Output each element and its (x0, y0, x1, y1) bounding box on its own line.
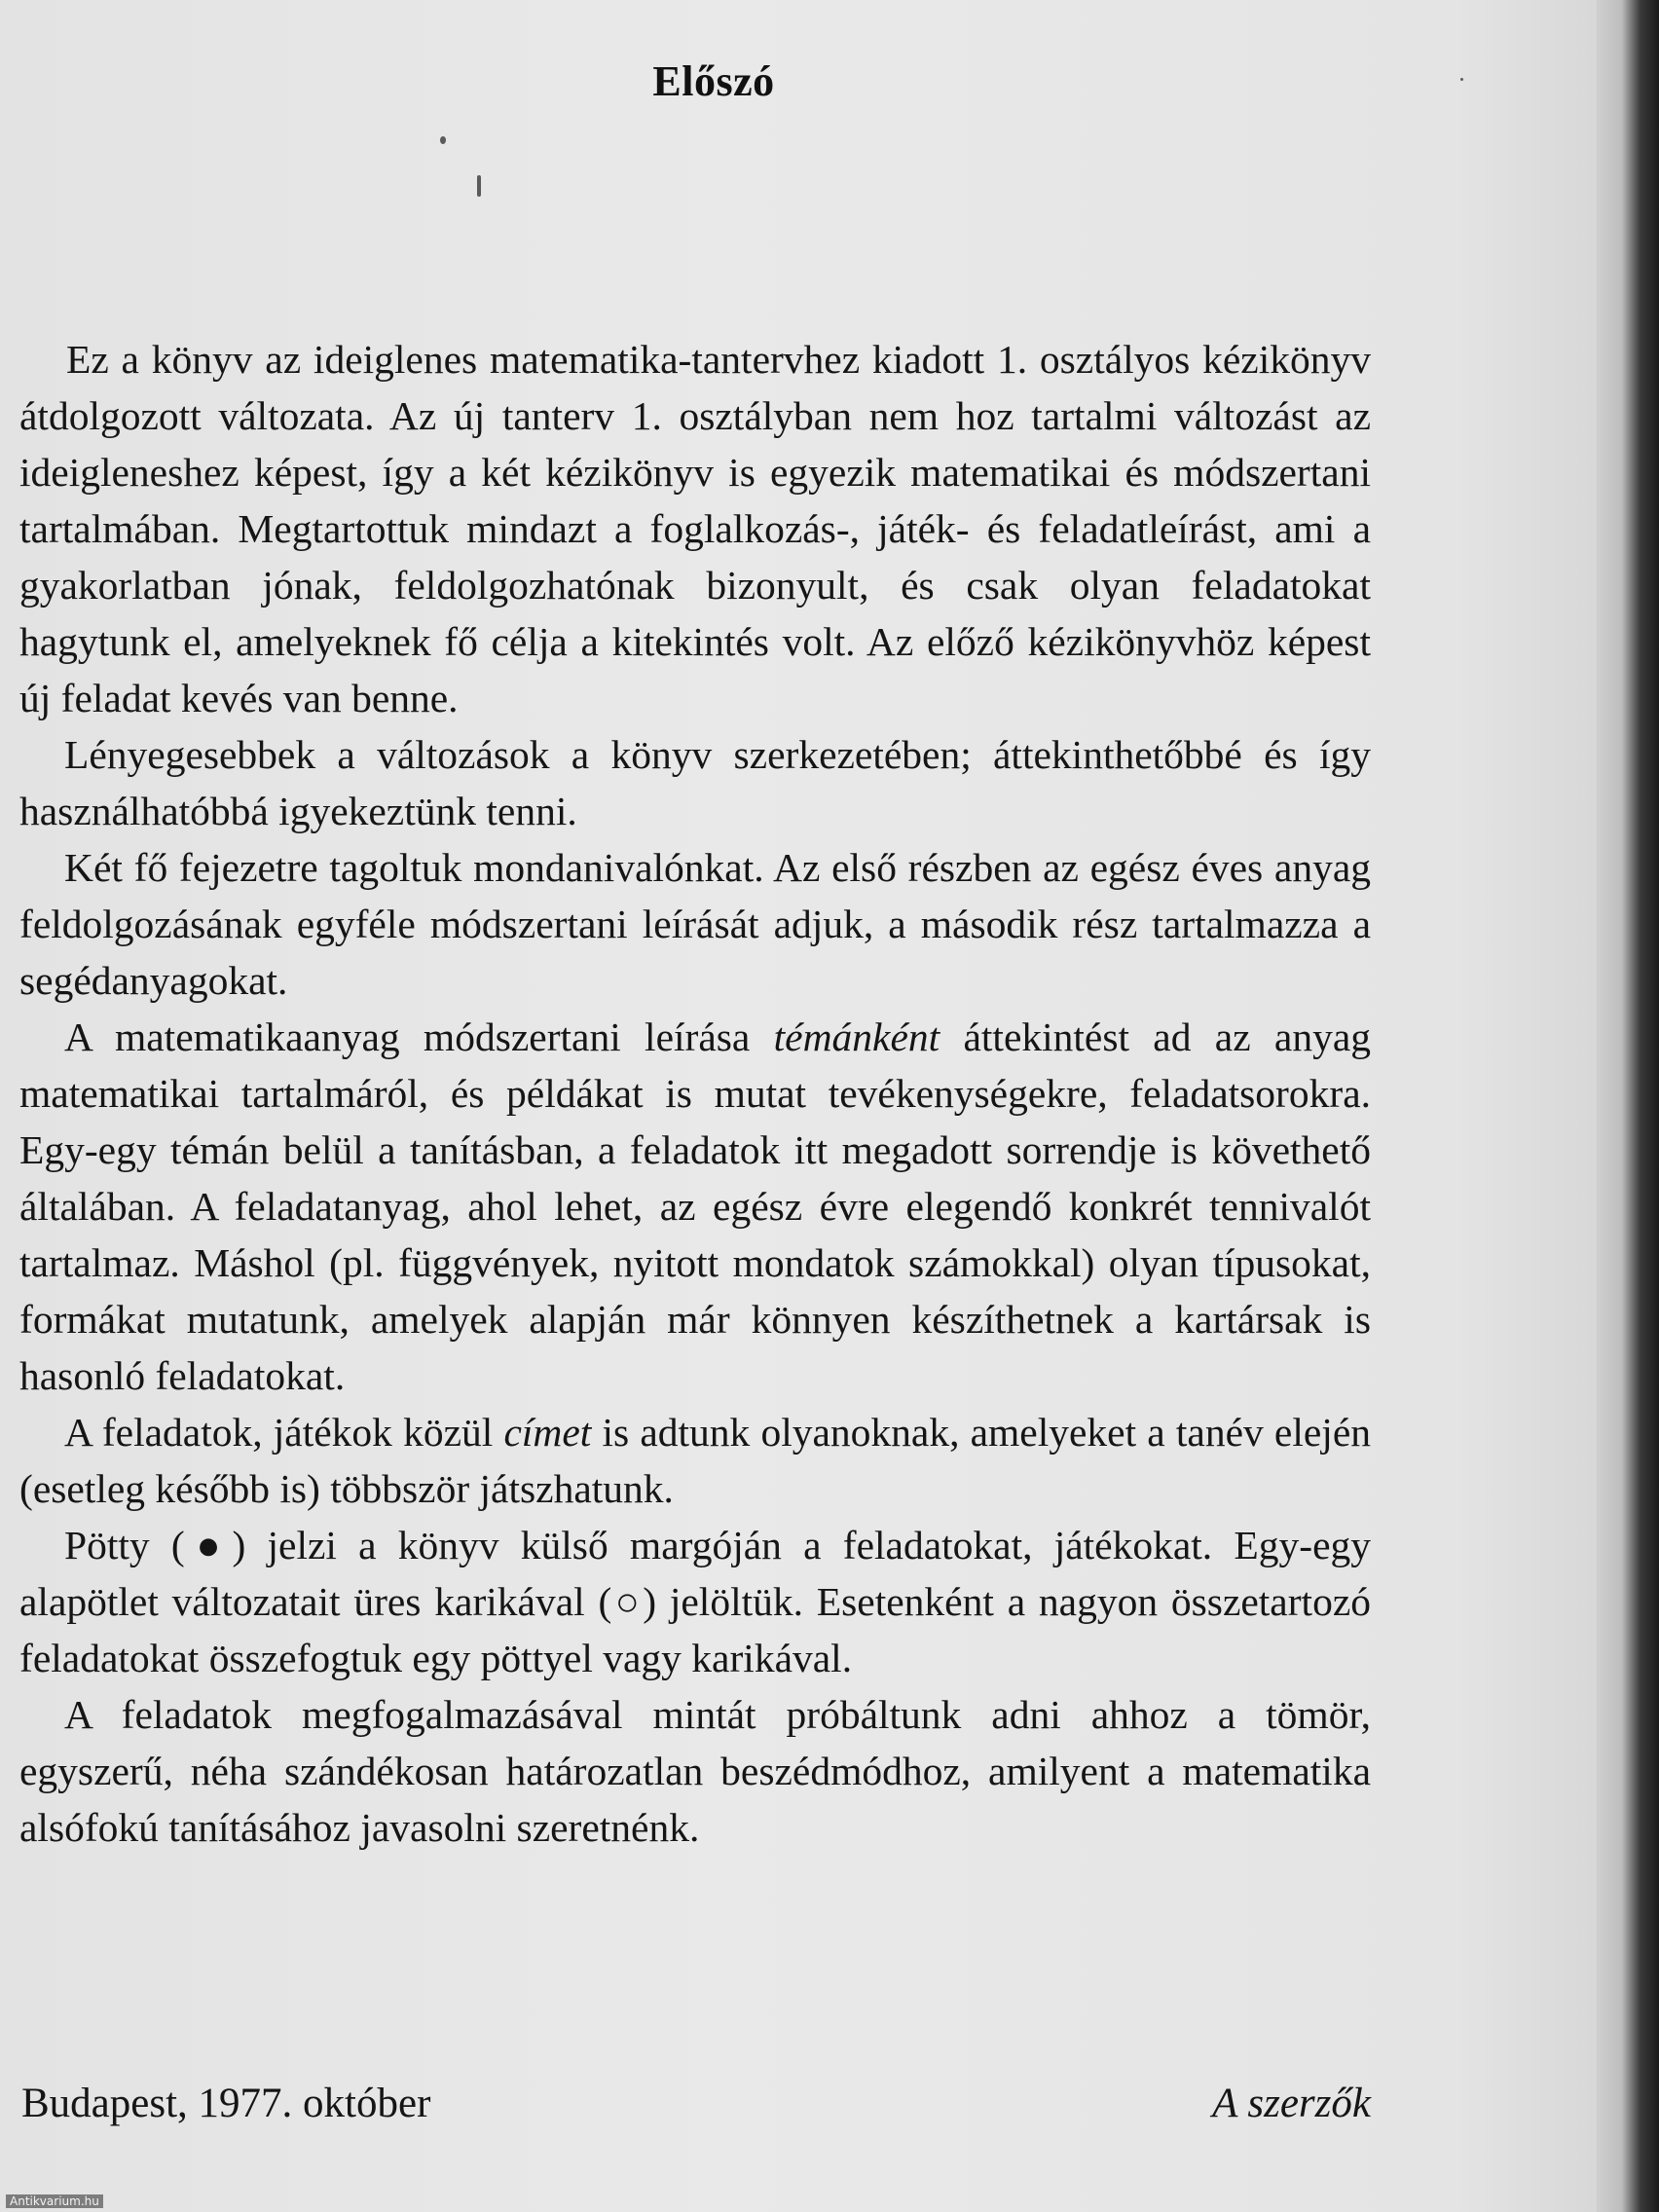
paragraph-text: is adtunk olyanoknak, amelyeket a tanév elején (esetleg később is) többször játszhatunk. (19, 1410, 1371, 1511)
emphasis-text: témánként (773, 1014, 940, 1059)
paragraph-text: A feladatok megfogalmazásával mintát próbáltunk adni ahhoz a tömör, egyszerű, néha szándékosan határozatlan beszédmódhoz, amilyent a matematika alsófokú tanításához javasolni szeretnénk. (19, 1692, 1371, 1850)
paper-speck (477, 175, 481, 197)
paragraph (19, 1404, 1371, 1517)
paragraph (19, 1517, 1371, 1686)
preface-body (19, 331, 1371, 1856)
author-signature: A szerzők (1212, 2081, 1371, 2126)
paragraph (19, 726, 1371, 839)
paragraph-text: Ez a könyv az ideiglenes matematika-tantervhez kiadott 1. osztályos kézikönyv átdolgozott változata. Az új tanterv 1. osztályban nem hoz tartalmi változást az ideigleneshez képest, így a két kézikönyv is egyezik matematikai és módszertani tartalmában. Megtartottuk mindazt a foglalkozás-, játék- és feladatleírást, ami a gyakorlatban jónak, feldolgozhatónak bizonyult, és csak olyan feladatokat hagytunk el, amelyeknek fő célja a kitekintés volt. Az előző kézikönyvhöz képest új feladat kevés van benne. (19, 337, 1371, 720)
paragraph-text: A matematikaanyag módszertani leírása (64, 1014, 774, 1059)
paper-speck (440, 136, 446, 144)
paragraph (19, 839, 1371, 1009)
watermark: Antikvarium.hu (6, 2194, 103, 2208)
paragraph (19, 331, 1371, 726)
paragraph-text: áttekintést ad az anyag matematikai tartalmáról, és példákat is mutat tevékenységekre, feladatsorokra. Egy-egy témán belül a tanításban, a feladatok itt megadott sorrendje is követhető általában. A feladatanyag, ahol lehet, az egész évre elegendő konkrét tennivalót tartalmaz. Máshol (pl. függvények, nyitott mondatok számokkal) olyan típusokat, formákat mutatunk, amelyek alapján már könnyen készíthetnek a kartársak is hasonló feladatokat. (19, 1014, 1371, 1398)
emphasis-text: címet (503, 1410, 592, 1455)
page-title: Előszó (652, 57, 775, 105)
paragraph-text: A feladatok, játékok közül (64, 1410, 504, 1455)
paragraph-text: Lényegesebbek a változások a könyv szerkezetében; áttekinthetőbbé és így használhatóbbá igyekeztünk tenni. (19, 732, 1371, 833)
paper-speck (1460, 78, 1463, 81)
page-footer (21, 2080, 1371, 2127)
page-edge-shadow (1597, 0, 1659, 2212)
paragraph-text: Pötty (●) jelzi a könyv külső margóján a feladatokat, játékokat. Egy-egy alapötlet változatait üres karikával (○) jelöltük. Esetenként a nagyon összetartozó feladatokat összefogtuk egy pöttyel vagy karikával. (19, 1523, 1371, 1680)
paragraph-text: Két fő fejezetre tagoltuk mondanivalónkat. Az első részben az egész éves anyag feldolgozásának egyféle módszertani leírását adjuk, a második rész tartalmazza a segédanyagokat. (19, 845, 1371, 1003)
paragraph (19, 1686, 1371, 1856)
paragraph (19, 1009, 1371, 1404)
place-date: Budapest, 1977. október (21, 2081, 431, 2126)
